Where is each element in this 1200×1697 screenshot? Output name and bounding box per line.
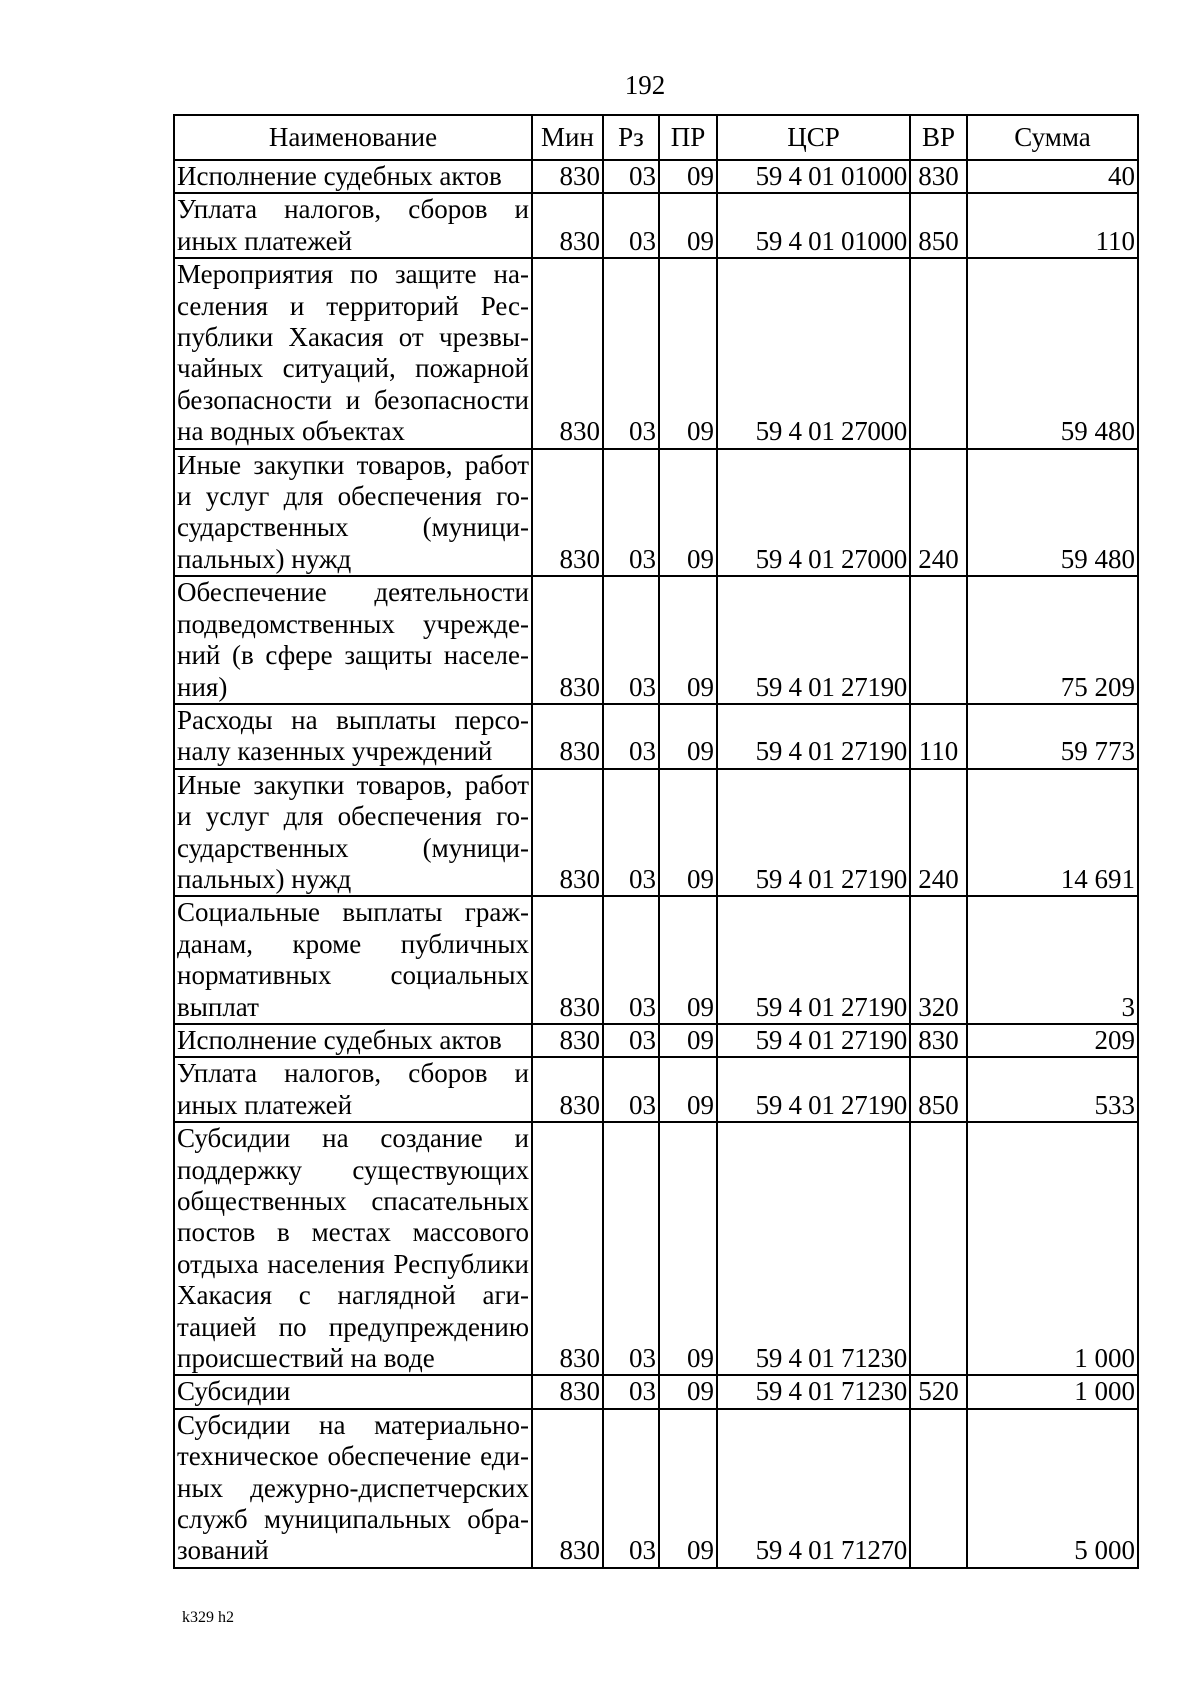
row-sum: 59 773 — [967, 704, 1138, 769]
column-header-rz: Рз — [603, 115, 659, 160]
row-csr: 59 4 01 27190 — [717, 896, 910, 1024]
row-name: Расходы на выплаты персоналу казенных учреждений — [174, 704, 532, 769]
row-csr: 59 4 01 27190 — [717, 704, 910, 769]
row-rz: 03 — [603, 193, 659, 258]
page-number: 192 — [624, 70, 666, 100]
row-csr: 59 4 01 71230 — [717, 1375, 910, 1408]
row-pr: 09 — [659, 1057, 717, 1122]
row-sum: 75 209 — [967, 576, 1138, 704]
row-rz: 03 — [603, 769, 659, 897]
table-row — [174, 769, 1138, 897]
table-row — [174, 1057, 1138, 1122]
row-csr: 59 4 01 01000 — [717, 160, 910, 193]
row-pr: 09 — [659, 1409, 717, 1568]
row-pr: 09 — [659, 1375, 717, 1408]
table-row — [174, 160, 1138, 193]
column-header-csr: ЦСР — [717, 115, 910, 160]
table-row — [174, 1122, 1138, 1375]
row-vr — [910, 258, 967, 448]
row-min: 830 — [532, 1375, 603, 1408]
row-pr: 09 — [659, 193, 717, 258]
row-name: Субсидии на создание и поддержку существующих общественных спасательных постов в местах массового отдыха населения Республики Хакасия с наглядной агитацией по предупреждению происшествий на воде — [174, 1122, 532, 1375]
row-vr — [910, 1409, 967, 1568]
row-name: Исполнение судебных актов — [174, 160, 532, 193]
row-rz: 03 — [603, 449, 659, 577]
row-min: 830 — [532, 1409, 603, 1568]
row-min: 830 — [532, 160, 603, 193]
budget-table — [173, 114, 1139, 1569]
row-csr: 59 4 01 27000 — [717, 258, 910, 448]
row-vr: 240 — [910, 449, 967, 577]
row-sum: 209 — [967, 1024, 1138, 1057]
table-header-row — [174, 115, 1138, 160]
row-sum: 533 — [967, 1057, 1138, 1122]
row-csr: 59 4 01 71270 — [717, 1409, 910, 1568]
row-rz: 03 — [603, 704, 659, 769]
table-row — [174, 193, 1138, 258]
row-rz: 03 — [603, 1024, 659, 1057]
row-name: Обеспечение деятельности подведомственных учреждений (в сфере защиты населения) — [174, 576, 532, 704]
row-min: 830 — [532, 576, 603, 704]
row-vr: 110 — [910, 704, 967, 769]
row-min: 830 — [532, 258, 603, 448]
column-header-min: Мин — [532, 115, 603, 160]
row-pr: 09 — [659, 258, 717, 448]
row-rz: 03 — [603, 258, 659, 448]
row-rz: 03 — [603, 160, 659, 193]
row-vr: 520 — [910, 1375, 967, 1408]
table-row — [174, 258, 1138, 448]
row-name: Мероприятия по защите населения и территорий Республики Хакасия от чрезвычайных ситуаций, пожарной безопасности и безопасности на водных объектах — [174, 258, 532, 448]
row-pr: 09 — [659, 1024, 717, 1057]
row-pr: 09 — [659, 1122, 717, 1375]
row-vr: 320 — [910, 896, 967, 1024]
column-header-pr: ПР — [659, 115, 717, 160]
row-csr: 59 4 01 27190 — [717, 576, 910, 704]
row-min: 830 — [532, 769, 603, 897]
row-vr: 240 — [910, 769, 967, 897]
row-rz: 03 — [603, 1375, 659, 1408]
table-row — [174, 1024, 1138, 1057]
row-rz: 03 — [603, 896, 659, 1024]
row-name: Уплата налогов, сборов и иных платежей — [174, 193, 532, 258]
row-vr — [910, 1122, 967, 1375]
column-header-name: Наименование — [174, 115, 532, 160]
row-csr: 59 4 01 71230 — [717, 1122, 910, 1375]
table-row — [174, 896, 1138, 1024]
row-sum: 59 480 — [967, 258, 1138, 448]
row-name: Уплата налогов, сборов и иных платежей — [174, 1057, 532, 1122]
row-name: Субсидии на материально-техническое обеспечение единых дежурно-диспетчерских служб муниципальных образований — [174, 1409, 532, 1568]
table-row — [174, 1409, 1138, 1568]
footer-code: k329 h2 — [182, 1609, 234, 1626]
row-min: 830 — [532, 449, 603, 577]
row-name: Субсидии — [174, 1375, 532, 1408]
column-header-sum: Сумма — [967, 115, 1138, 160]
row-pr: 09 — [659, 769, 717, 897]
row-csr: 59 4 01 01000 — [717, 193, 910, 258]
row-rz: 03 — [603, 1122, 659, 1375]
row-min: 830 — [532, 1057, 603, 1122]
row-csr: 59 4 01 27190 — [717, 1024, 910, 1057]
row-pr: 09 — [659, 704, 717, 769]
row-pr: 09 — [659, 449, 717, 577]
row-min: 830 — [532, 704, 603, 769]
row-vr: 850 — [910, 193, 967, 258]
row-min: 830 — [532, 896, 603, 1024]
row-pr: 09 — [659, 896, 717, 1024]
row-vr: 830 — [910, 1024, 967, 1057]
column-header-vr: ВР — [910, 115, 967, 160]
table-row — [174, 576, 1138, 704]
row-sum: 59 480 — [967, 449, 1138, 577]
row-sum: 1 000 — [967, 1122, 1138, 1375]
row-min: 830 — [532, 1122, 603, 1375]
row-vr: 830 — [910, 160, 967, 193]
row-csr: 59 4 01 27000 — [717, 449, 910, 577]
row-name: Социальные выплаты гражданам, кроме публичных нормативных социальных выплат — [174, 896, 532, 1024]
table-row — [174, 449, 1138, 577]
table-row — [174, 704, 1138, 769]
row-vr: 850 — [910, 1057, 967, 1122]
row-name: Иные закупки товаров, работ и услуг для обеспечения государственных (муниципальных) нужд — [174, 449, 532, 577]
row-rz: 03 — [603, 1057, 659, 1122]
row-min: 830 — [532, 1024, 603, 1057]
row-csr: 59 4 01 27190 — [717, 1057, 910, 1122]
row-min: 830 — [532, 193, 603, 258]
row-sum: 40 — [967, 160, 1138, 193]
row-pr: 09 — [659, 160, 717, 193]
row-sum: 3 — [967, 896, 1138, 1024]
row-name: Исполнение судебных актов — [174, 1024, 532, 1057]
row-pr: 09 — [659, 576, 717, 704]
row-rz: 03 — [603, 1409, 659, 1568]
row-sum: 5 000 — [967, 1409, 1138, 1568]
row-sum: 110 — [967, 193, 1138, 258]
row-sum: 14 691 — [967, 769, 1138, 897]
table-row — [174, 1375, 1138, 1408]
row-csr: 59 4 01 27190 — [717, 769, 910, 897]
row-rz: 03 — [603, 576, 659, 704]
table-body — [174, 160, 1138, 1568]
row-name: Иные закупки товаров, работ и услуг для обеспечения государственных (муниципальных) нужд — [174, 769, 532, 897]
row-sum: 1 000 — [967, 1375, 1138, 1408]
row-vr — [910, 576, 967, 704]
